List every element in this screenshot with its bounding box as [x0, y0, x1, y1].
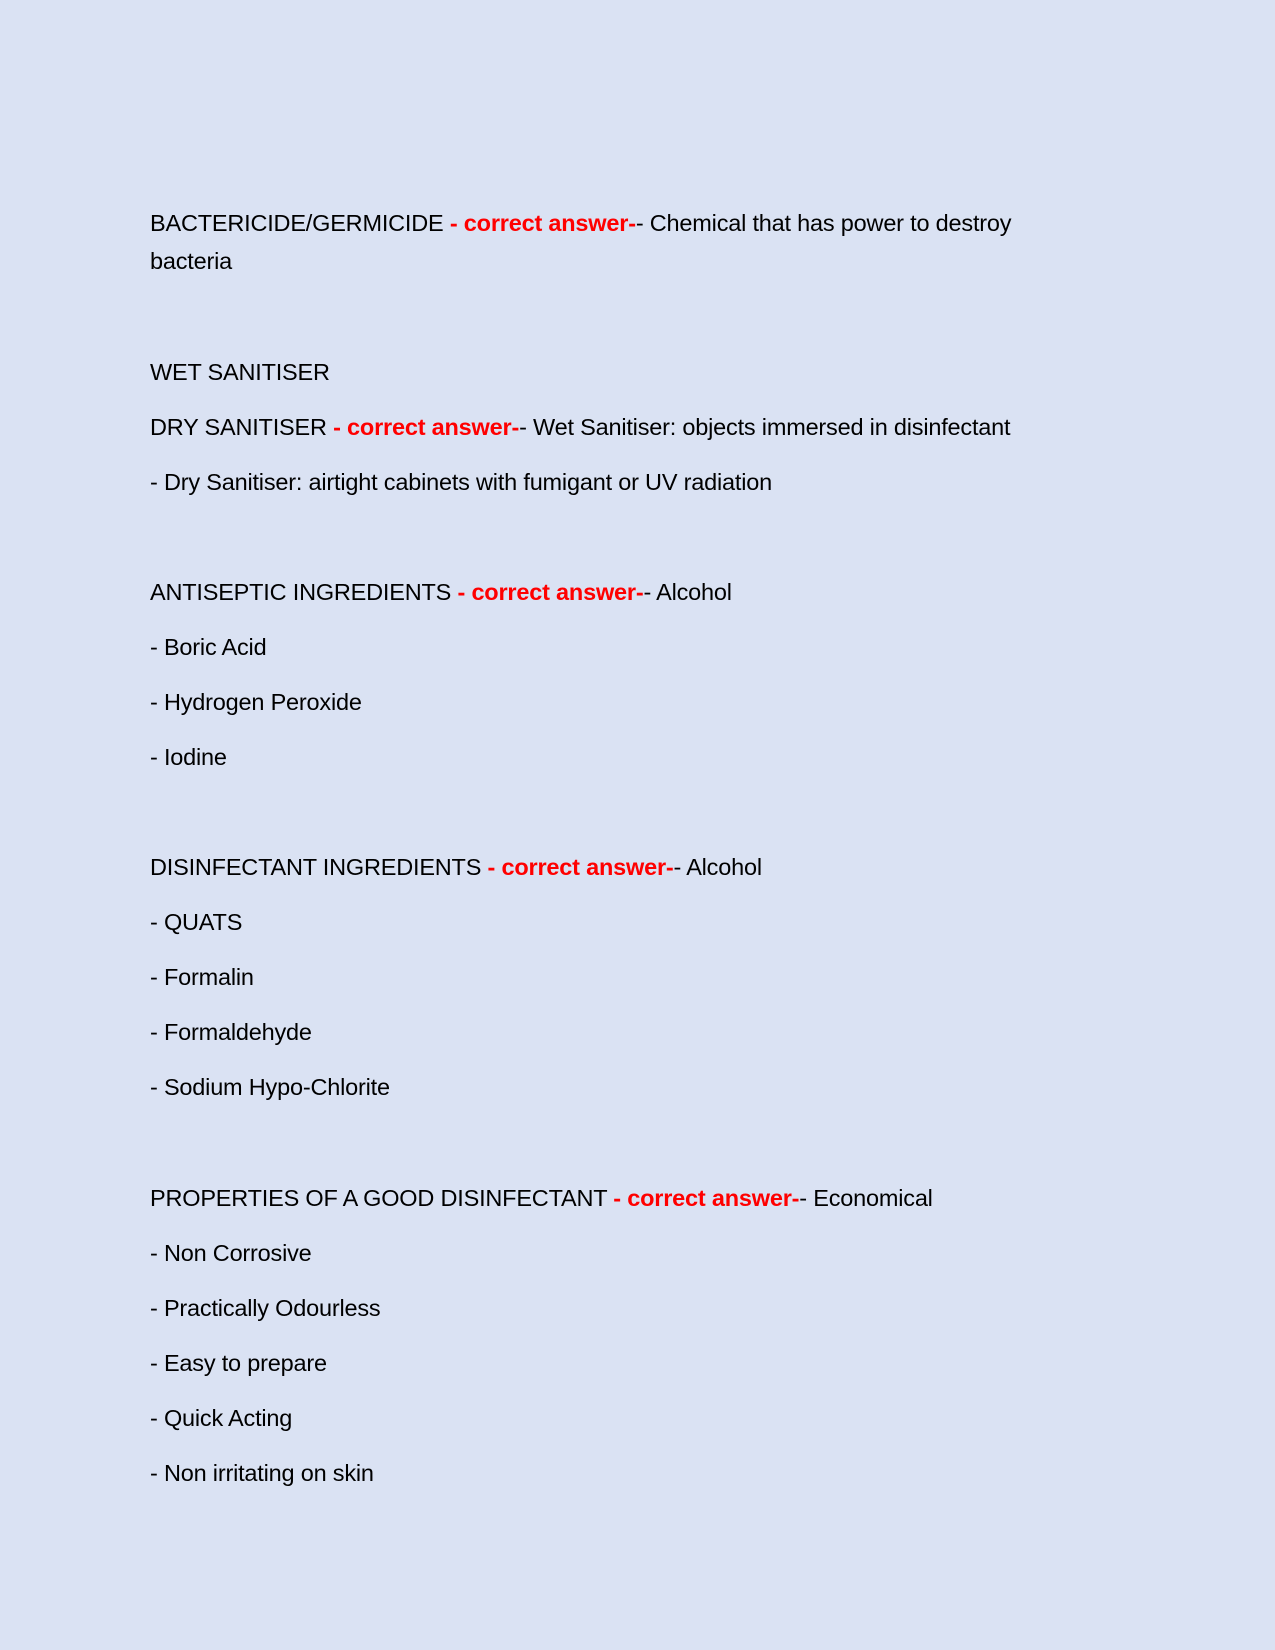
card-5-line-2: [150, 1238, 312, 1268]
card-4-line-4: [150, 1017, 312, 1047]
answer-text: - Formaldehyde: [150, 1019, 312, 1045]
answer-text: - Alcohol: [673, 854, 762, 880]
answer-text: - QUATS: [150, 909, 243, 935]
answer-text: - Non irritating on skin: [150, 1460, 374, 1486]
card-5-line-6: [150, 1458, 374, 1488]
card-2-line-2: [150, 412, 1010, 442]
card-5-line-4: [150, 1348, 327, 1378]
card-4-line-2: [150, 907, 242, 937]
answer-text: - Economical: [799, 1185, 933, 1211]
card-5-line-1: [150, 1183, 933, 1213]
card-term: BACTERICIDE/GERMICIDE: [150, 210, 444, 236]
answer-text: - Formalin: [150, 964, 254, 990]
answer-marker: - correct answer-: [449, 210, 636, 236]
answer-marker: - correct answer-: [613, 1185, 800, 1211]
card-1-line-1: [150, 208, 1011, 238]
card-term: PROPERTIES OF A GOOD DISINFECTANT: [150, 1185, 607, 1211]
answer-text: - Wet Sanitiser: objects immersed in disinfectant: [519, 414, 1011, 440]
card-term: ANTISEPTIC INGREDIENTS: [150, 579, 452, 605]
card-term: DRY SANITISER: [150, 414, 327, 440]
card-3-line-1: [150, 577, 732, 607]
answer-text: - Practically Odourless: [150, 1295, 381, 1321]
answer-text: - Alcohol: [643, 579, 732, 605]
card-3-line-2: [150, 632, 266, 662]
answer-text: - Boric Acid: [150, 634, 267, 660]
answer-text: bacteria: [150, 248, 233, 274]
answer-marker: - correct answer-: [333, 414, 520, 440]
card-3-line-4: [150, 742, 227, 772]
answer-text: - Dry Sanitiser: airtight cabinets with fumigant or UV radiation: [150, 469, 772, 495]
card-4-line-1: [150, 852, 762, 882]
answer-text: - Iodine: [150, 744, 227, 770]
answer-text: - Sodium Hypo-Chlorite: [150, 1074, 390, 1100]
answer-text: - Chemical that has power to destroy: [635, 210, 1012, 236]
card-1-line-2: [150, 246, 232, 276]
answer-marker: - correct answer-: [487, 854, 674, 880]
answer-text: - Hydrogen Peroxide: [150, 689, 362, 715]
answer-text: - Quick Acting: [150, 1405, 293, 1431]
card-3-line-3: [150, 687, 362, 717]
answer-text: - Easy to prepare: [150, 1350, 327, 1376]
answer-marker: - correct answer-: [457, 579, 644, 605]
card-4-line-5: [150, 1072, 390, 1102]
card-term: DISINFECTANT INGREDIENTS: [150, 854, 482, 880]
card-2-line-3: [150, 467, 772, 497]
card-5-line-5: [150, 1403, 292, 1433]
card-2-line-1: [150, 357, 330, 387]
card-term: WET SANITISER: [150, 359, 330, 385]
card-4-line-3: [150, 962, 254, 992]
card-5-line-3: [150, 1293, 380, 1323]
answer-text: - Non Corrosive: [150, 1240, 312, 1266]
